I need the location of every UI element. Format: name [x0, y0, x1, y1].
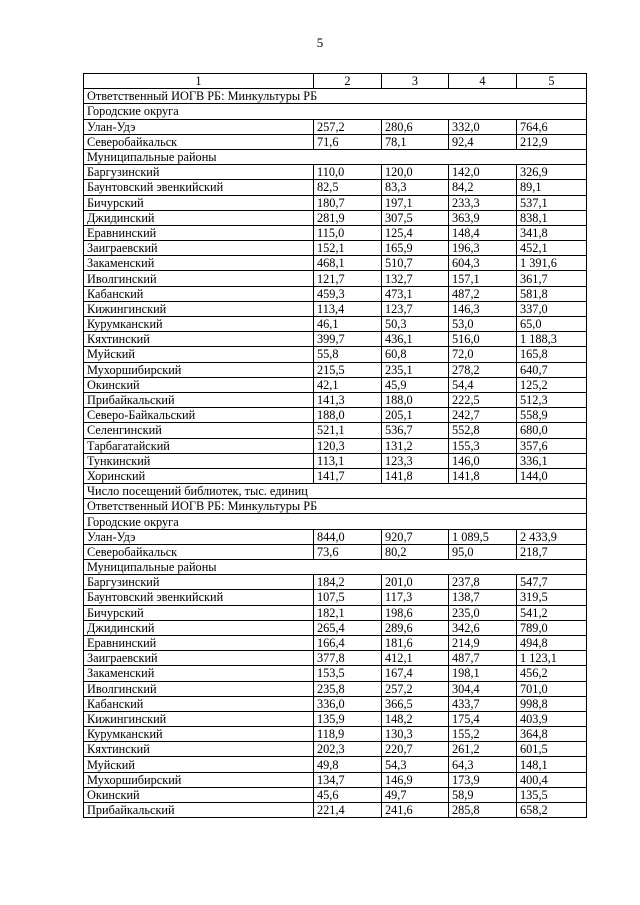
table-row	[84, 377, 587, 392]
value-cell: 558,9	[517, 408, 587, 423]
row-label: Кабанский	[84, 696, 314, 711]
value-cell: 157,1	[449, 271, 517, 286]
value-cell: 45,9	[382, 377, 449, 392]
value-cell: 403,9	[517, 711, 587, 726]
value-cell: 155,2	[449, 727, 517, 742]
value-cell: 521,1	[314, 423, 382, 438]
row-label: Прибайкальский	[84, 392, 314, 407]
value-cell: 71,6	[314, 134, 382, 149]
section-label: Городские округа	[84, 104, 587, 119]
row-label: Закаменский	[84, 666, 314, 681]
table-row	[84, 317, 587, 332]
value-cell: 218,7	[517, 544, 587, 559]
row-label: Окинский	[84, 787, 314, 802]
value-cell: 121,7	[314, 271, 382, 286]
value-cell: 198,6	[382, 605, 449, 620]
value-cell: 581,8	[517, 286, 587, 301]
row-label: Северобайкальск	[84, 544, 314, 559]
row-label: Кабанский	[84, 286, 314, 301]
value-cell: 764,6	[517, 119, 587, 134]
value-cell: 838,1	[517, 210, 587, 225]
section-row	[84, 149, 587, 164]
header-cell: 5	[517, 74, 587, 89]
value-cell: 205,1	[382, 408, 449, 423]
row-label: Бичурский	[84, 195, 314, 210]
value-cell: 155,3	[449, 438, 517, 453]
value-cell: 235,1	[382, 362, 449, 377]
value-cell: 2 433,9	[517, 529, 587, 544]
table-row	[84, 803, 587, 818]
value-cell: 336,1	[517, 453, 587, 468]
value-cell: 141,3	[314, 392, 382, 407]
table-row	[84, 392, 587, 407]
value-cell: 281,9	[314, 210, 382, 225]
table-row	[84, 666, 587, 681]
table-row	[84, 529, 587, 544]
value-cell: 920,7	[382, 529, 449, 544]
table-row	[84, 210, 587, 225]
value-cell: 459,3	[314, 286, 382, 301]
row-label: Улан-Удэ	[84, 119, 314, 134]
table-row	[84, 620, 587, 635]
value-cell: 175,4	[449, 711, 517, 726]
row-label: Муйский	[84, 757, 314, 772]
value-cell: 146,9	[382, 772, 449, 787]
value-cell: 235,8	[314, 681, 382, 696]
value-cell: 125,4	[382, 225, 449, 240]
row-label: Муйский	[84, 347, 314, 362]
section-label: Ответственный ИОГВ РБ: Минкультуры РБ	[84, 89, 587, 104]
row-label: Джидинский	[84, 620, 314, 635]
value-cell: 82,5	[314, 180, 382, 195]
row-label: Курумканский	[84, 727, 314, 742]
value-cell: 201,0	[382, 575, 449, 590]
row-label: Кижингинский	[84, 301, 314, 316]
table-row	[84, 651, 587, 666]
table-row	[84, 696, 587, 711]
section-label: Ответственный ИОГВ РБ: Минкультуры РБ	[84, 499, 587, 514]
section-row	[84, 499, 587, 514]
row-label: Заиграевский	[84, 241, 314, 256]
value-cell: 134,7	[314, 772, 382, 787]
value-cell: 54,4	[449, 377, 517, 392]
row-label: Иволгинский	[84, 271, 314, 286]
value-cell: 144,0	[517, 468, 587, 483]
value-cell: 65,0	[517, 317, 587, 332]
value-cell: 307,5	[382, 210, 449, 225]
row-label: Улан-Удэ	[84, 529, 314, 544]
table-row	[84, 711, 587, 726]
value-cell: 196,3	[449, 241, 517, 256]
value-cell: 80,2	[382, 544, 449, 559]
section-row	[84, 104, 587, 119]
value-cell: 494,8	[517, 635, 587, 650]
value-cell: 1 391,6	[517, 256, 587, 271]
value-cell: 135,5	[517, 787, 587, 802]
value-cell: 107,5	[314, 590, 382, 605]
table-body	[84, 74, 587, 818]
value-cell: 400,4	[517, 772, 587, 787]
value-cell: 601,5	[517, 742, 587, 757]
value-cell: 237,8	[449, 575, 517, 590]
value-cell: 83,3	[382, 180, 449, 195]
value-cell: 285,8	[449, 803, 517, 818]
value-cell: 120,3	[314, 438, 382, 453]
row-label: Еравнинский	[84, 225, 314, 240]
value-cell: 326,9	[517, 165, 587, 180]
row-label: Иволгинский	[84, 681, 314, 696]
value-cell: 261,2	[449, 742, 517, 757]
row-label: Баунтовский эвенкийский	[84, 590, 314, 605]
value-cell: 337,0	[517, 301, 587, 316]
header-cell: 1	[84, 74, 314, 89]
row-label: Тункинский	[84, 453, 314, 468]
value-cell: 125,2	[517, 377, 587, 392]
table-row	[84, 256, 587, 271]
table-row	[84, 286, 587, 301]
value-cell: 242,7	[449, 408, 517, 423]
value-cell: 181,6	[382, 635, 449, 650]
section-label: Муниципальные районы	[84, 149, 587, 164]
value-cell: 188,0	[382, 392, 449, 407]
value-cell: 265,4	[314, 620, 382, 635]
value-cell: 214,9	[449, 635, 517, 650]
value-cell: 120,0	[382, 165, 449, 180]
table-row	[84, 544, 587, 559]
value-cell: 998,8	[517, 696, 587, 711]
value-cell: 64,3	[449, 757, 517, 772]
value-cell: 138,7	[449, 590, 517, 605]
value-cell: 215,5	[314, 362, 382, 377]
value-cell: 113,4	[314, 301, 382, 316]
value-cell: 220,7	[382, 742, 449, 757]
value-cell: 844,0	[314, 529, 382, 544]
value-cell: 42,1	[314, 377, 382, 392]
value-cell: 141,8	[449, 468, 517, 483]
row-label: Баргузинский	[84, 575, 314, 590]
value-cell: 117,3	[382, 590, 449, 605]
table-header-row	[84, 74, 587, 89]
value-cell: 58,9	[449, 787, 517, 802]
value-cell: 222,5	[449, 392, 517, 407]
value-cell: 49,7	[382, 787, 449, 802]
row-label: Хоринский	[84, 468, 314, 483]
value-cell: 537,1	[517, 195, 587, 210]
section-row	[84, 560, 587, 575]
value-cell: 1 123,1	[517, 651, 587, 666]
value-cell: 304,4	[449, 681, 517, 696]
value-cell: 212,9	[517, 134, 587, 149]
value-cell: 541,2	[517, 605, 587, 620]
table-row	[84, 271, 587, 286]
value-cell: 130,3	[382, 727, 449, 742]
table-row	[84, 681, 587, 696]
header-cell: 4	[449, 74, 517, 89]
value-cell: 153,5	[314, 666, 382, 681]
value-cell: 92,4	[449, 134, 517, 149]
value-cell: 468,1	[314, 256, 382, 271]
value-cell: 173,9	[449, 772, 517, 787]
value-cell: 547,7	[517, 575, 587, 590]
row-label: Кижингинский	[84, 711, 314, 726]
table-row	[84, 453, 587, 468]
value-cell: 198,1	[449, 666, 517, 681]
value-cell: 280,6	[382, 119, 449, 134]
value-cell: 165,9	[382, 241, 449, 256]
value-cell: 487,2	[449, 286, 517, 301]
value-cell: 512,3	[517, 392, 587, 407]
value-cell: 131,2	[382, 438, 449, 453]
value-cell: 166,4	[314, 635, 382, 650]
value-cell: 132,7	[382, 271, 449, 286]
value-cell: 167,4	[382, 666, 449, 681]
value-cell: 604,3	[449, 256, 517, 271]
value-cell: 364,8	[517, 727, 587, 742]
value-cell: 152,1	[314, 241, 382, 256]
value-cell: 141,7	[314, 468, 382, 483]
table-row	[84, 590, 587, 605]
page-number: 5	[316, 35, 324, 50]
table-row	[84, 241, 587, 256]
value-cell: 50,3	[382, 317, 449, 332]
value-cell: 487,7	[449, 651, 517, 666]
value-cell: 146,3	[449, 301, 517, 316]
value-cell: 336,0	[314, 696, 382, 711]
value-cell: 148,4	[449, 225, 517, 240]
value-cell: 78,1	[382, 134, 449, 149]
value-cell: 366,5	[382, 696, 449, 711]
value-cell: 341,8	[517, 225, 587, 240]
table-row	[84, 301, 587, 316]
table-row	[84, 742, 587, 757]
section-label: Число посещений библиотек, тыс. единиц	[84, 484, 587, 499]
table-row	[84, 757, 587, 772]
value-cell: 110,0	[314, 165, 382, 180]
value-cell: 640,7	[517, 362, 587, 377]
value-cell: 319,5	[517, 590, 587, 605]
row-label: Джидинский	[84, 210, 314, 225]
value-cell: 235,0	[449, 605, 517, 620]
section-row	[84, 484, 587, 499]
row-label: Окинский	[84, 377, 314, 392]
value-cell: 197,1	[382, 195, 449, 210]
value-cell: 278,2	[449, 362, 517, 377]
value-cell: 45,6	[314, 787, 382, 802]
value-cell: 233,3	[449, 195, 517, 210]
value-cell: 361,7	[517, 271, 587, 286]
section-label: Городские округа	[84, 514, 587, 529]
value-cell: 357,6	[517, 438, 587, 453]
table-row	[84, 225, 587, 240]
value-cell: 135,9	[314, 711, 382, 726]
value-cell: 148,2	[382, 711, 449, 726]
value-cell: 49,8	[314, 757, 382, 772]
table-row	[84, 134, 587, 149]
table-row	[84, 332, 587, 347]
row-label: Мухоршибирский	[84, 772, 314, 787]
value-cell: 473,1	[382, 286, 449, 301]
value-cell: 452,1	[517, 241, 587, 256]
value-cell: 1 089,5	[449, 529, 517, 544]
table-row	[84, 347, 587, 362]
value-cell: 436,1	[382, 332, 449, 347]
table-row	[84, 772, 587, 787]
row-label: Северобайкальск	[84, 134, 314, 149]
row-label: Закаменский	[84, 256, 314, 271]
table-row	[84, 787, 587, 802]
row-label: Курумканский	[84, 317, 314, 332]
value-cell: 377,8	[314, 651, 382, 666]
value-cell: 701,0	[517, 681, 587, 696]
value-cell: 552,8	[449, 423, 517, 438]
value-cell: 148,1	[517, 757, 587, 772]
row-label: Тарбагатайский	[84, 438, 314, 453]
row-label: Баунтовский эвенкийский	[84, 180, 314, 195]
value-cell: 342,6	[449, 620, 517, 635]
row-label: Селенгинский	[84, 423, 314, 438]
value-cell: 73,6	[314, 544, 382, 559]
value-cell: 141,8	[382, 468, 449, 483]
value-cell: 142,0	[449, 165, 517, 180]
section-row	[84, 514, 587, 529]
table-row	[84, 438, 587, 453]
value-cell: 115,0	[314, 225, 382, 240]
table-row	[84, 575, 587, 590]
value-cell: 257,2	[382, 681, 449, 696]
table-row	[84, 165, 587, 180]
row-label: Мухоршибирский	[84, 362, 314, 377]
value-cell: 184,2	[314, 575, 382, 590]
value-cell: 188,0	[314, 408, 382, 423]
value-cell: 146,0	[449, 453, 517, 468]
value-cell: 332,0	[449, 119, 517, 134]
value-cell: 182,1	[314, 605, 382, 620]
value-cell: 241,6	[382, 803, 449, 818]
value-cell: 221,4	[314, 803, 382, 818]
value-cell: 113,1	[314, 453, 382, 468]
header-cell: 2	[314, 74, 382, 89]
row-label: Северо-Байкальский	[84, 408, 314, 423]
value-cell: 60,8	[382, 347, 449, 362]
value-cell: 89,1	[517, 180, 587, 195]
header-cell: 3	[382, 74, 449, 89]
value-cell: 53,0	[449, 317, 517, 332]
value-cell: 658,2	[517, 803, 587, 818]
value-cell: 510,7	[382, 256, 449, 271]
value-cell: 123,7	[382, 301, 449, 316]
value-cell: 46,1	[314, 317, 382, 332]
value-cell: 789,0	[517, 620, 587, 635]
value-cell: 680,0	[517, 423, 587, 438]
table-row	[84, 119, 587, 134]
value-cell: 118,9	[314, 727, 382, 742]
value-cell: 202,3	[314, 742, 382, 757]
value-cell: 55,8	[314, 347, 382, 362]
value-cell: 84,2	[449, 180, 517, 195]
value-cell: 123,3	[382, 453, 449, 468]
data-table	[83, 73, 587, 818]
table-row	[84, 362, 587, 377]
value-cell: 412,1	[382, 651, 449, 666]
row-label: Баргузинский	[84, 165, 314, 180]
table-row	[84, 408, 587, 423]
value-cell: 257,2	[314, 119, 382, 134]
value-cell: 536,7	[382, 423, 449, 438]
section-label: Муниципальные районы	[84, 560, 587, 575]
value-cell: 165,8	[517, 347, 587, 362]
value-cell: 516,0	[449, 332, 517, 347]
row-label: Еравнинский	[84, 635, 314, 650]
row-label: Кяхтинский	[84, 742, 314, 757]
table-row	[84, 605, 587, 620]
table-row	[84, 423, 587, 438]
value-cell: 456,2	[517, 666, 587, 681]
value-cell: 399,7	[314, 332, 382, 347]
row-label: Кяхтинский	[84, 332, 314, 347]
value-cell: 72,0	[449, 347, 517, 362]
value-cell: 289,6	[382, 620, 449, 635]
row-label: Прибайкальский	[84, 803, 314, 818]
row-label: Бичурский	[84, 605, 314, 620]
row-label: Заиграевский	[84, 651, 314, 666]
section-row	[84, 89, 587, 104]
table-row	[84, 468, 587, 483]
table-row	[84, 727, 587, 742]
value-cell: 180,7	[314, 195, 382, 210]
value-cell: 54,3	[382, 757, 449, 772]
value-cell: 363,9	[449, 210, 517, 225]
value-cell: 95,0	[449, 544, 517, 559]
table-row	[84, 180, 587, 195]
value-cell: 1 188,3	[517, 332, 587, 347]
table-row	[84, 195, 587, 210]
table-row	[84, 635, 587, 650]
value-cell: 433,7	[449, 696, 517, 711]
